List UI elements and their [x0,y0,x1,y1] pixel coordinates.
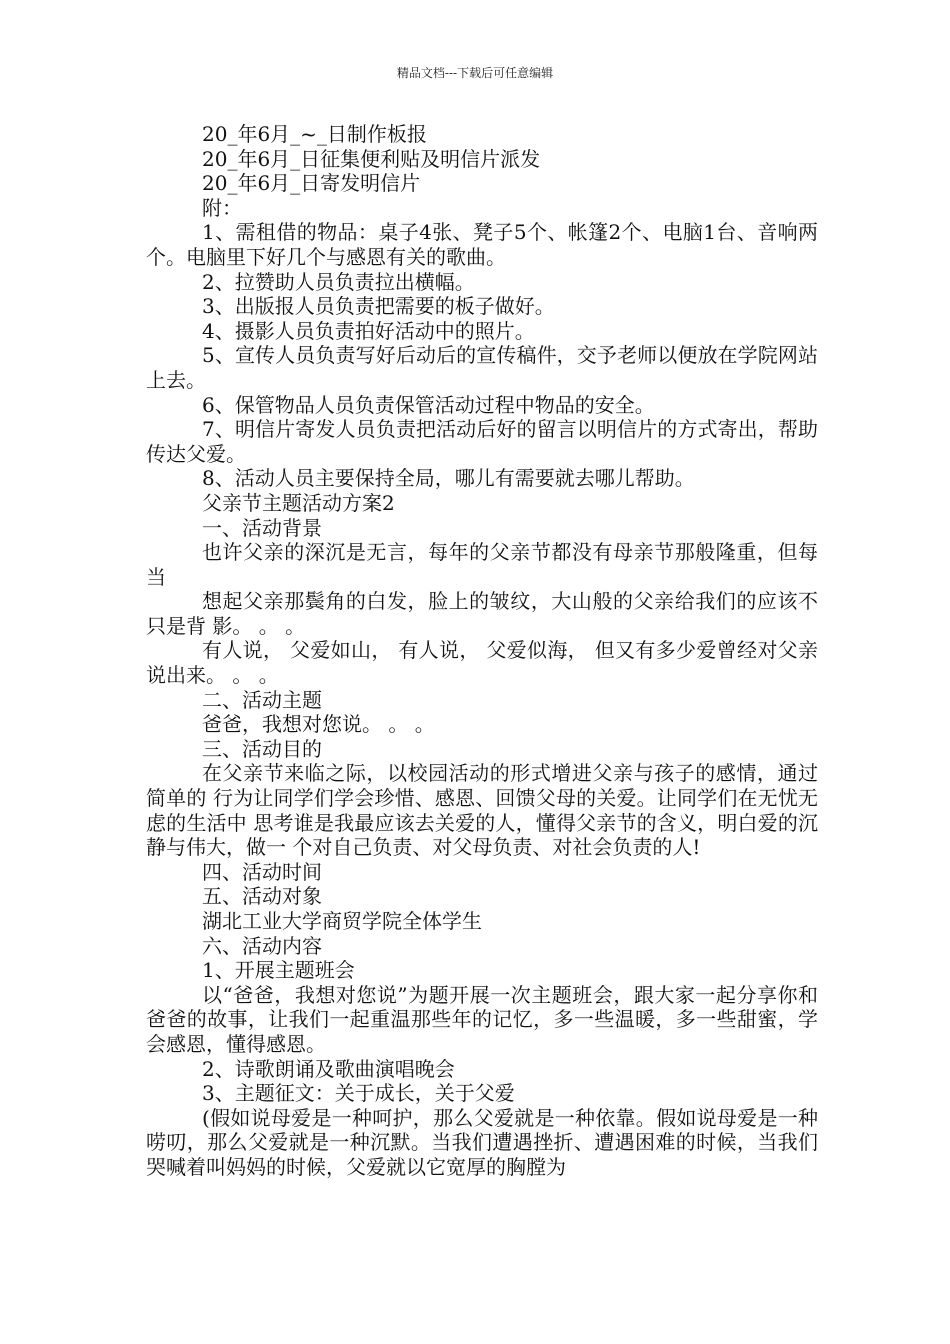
paragraph: 2、拉赞助人员负责拉出横幅。 [202,269,475,294]
paragraph: 也许父亲的深沉是无言，每年的父亲节都没有母亲节那般隆重，但每当 [146,540,818,589]
paragraph: 7、明信片寄发人员负责把活动后好的留言以明信片的方式寄出，帮助传达父爱。 [146,417,818,466]
section-heading: 五、活动对象 [202,884,322,909]
paragraph: 1、需租借的物品：桌子4张、凳子5个、帐篷2个、电脑1台、音响两个。电脑里下好几个与感恩有关的歌曲。 [146,220,818,269]
paragraph: 在父亲节来临之际，以校园活动的形式增进父亲与孩子的感情，通过简单的 行为让同学们学会珍惜、感恩、回馈父母的关爱。让同学们在无忧无虑的生活中 思考谁是我最应该去关爱的人，懂得父亲节的含义，明白爱的沉静与伟大，做一 个对自己负责、对父母负责、对社会负责的人! [146,761,818,860]
paragraph: 4、摄影人员负责拍好活动中的照片。 [202,318,535,343]
paragraph: 3、出版报人员负责把需要的板子做好。 [202,294,555,319]
paragraph: 附： [202,195,242,220]
section-heading: 二、活动主题 [202,687,322,712]
paragraph: 有人说， 父爱如山， 有人说， 父爱似海， 但又有多少爱曾经对父亲说出来。 。 。 [146,638,818,688]
section-heading: 三、活动目的 [202,736,322,761]
paragraph: 想起父亲那鬓角的白发，脸上的皱纹，大山般的父亲给我们的应该不只是背 影。 。 。 [146,589,818,638]
paragraph: 20_年6月_日征集便利贴及明信片派发 [202,146,541,171]
paragraph: 5、宣传人员负责写好后动后的宣传稿件，交予老师以便放在学院网站上去。 [146,343,818,392]
paragraph: 8、活动人员主要保持全局，哪儿有需要就去哪儿帮助。 [202,466,695,491]
paragraph: 20_年6月_~_日制作板报 [202,122,427,146]
section-title: 父亲节主题活动方案2 [202,490,395,515]
paragraph: 20_年6月_日寄发明信片 [202,171,421,196]
paragraph: 1、开展主题班会 [202,958,355,983]
paragraph: 3、主题征文：关于成长，关于父爱 [202,1081,515,1106]
section-heading: 六、活动内容 [202,933,322,958]
paragraph: 2、诗歌朗诵及歌曲演唱晚会 [202,1056,455,1081]
paragraph: 爸爸，我想对您说。 。 。 [202,712,435,737]
document-body [146,122,825,1180]
section-heading: 一、活动背景 [202,515,322,540]
paragraph: (假如说母爱是一种呵护，那么父爱就是一种依靠。假如说母爱是一种 唠叨，那么父爱就是一种沉默。当我们遭遇挫折、遭遇困难的时候，当我们 哭喊着叫妈妈的时候，父爱就以它宽厚的胸膛为 [146,1105,825,1179]
paragraph: 湖北工业大学商贸学院全体学生 [202,909,482,933]
section-heading: 四、活动时间 [202,859,322,884]
page-header: 精品文档---下载后可任意编辑 [396,66,554,80]
paragraph: 以“爸爸，我想对您说”为题开展一次主题班会，跟大家一起分享你和 爸爸的故事，让我们一起重温那些年的记忆，多一些温暖，多一些甜蜜，学 会感恩，懂得感恩。 [146,982,825,1056]
paragraph: 6、保管物品人员负责保管活动过程中物品的安全。 [202,392,655,417]
